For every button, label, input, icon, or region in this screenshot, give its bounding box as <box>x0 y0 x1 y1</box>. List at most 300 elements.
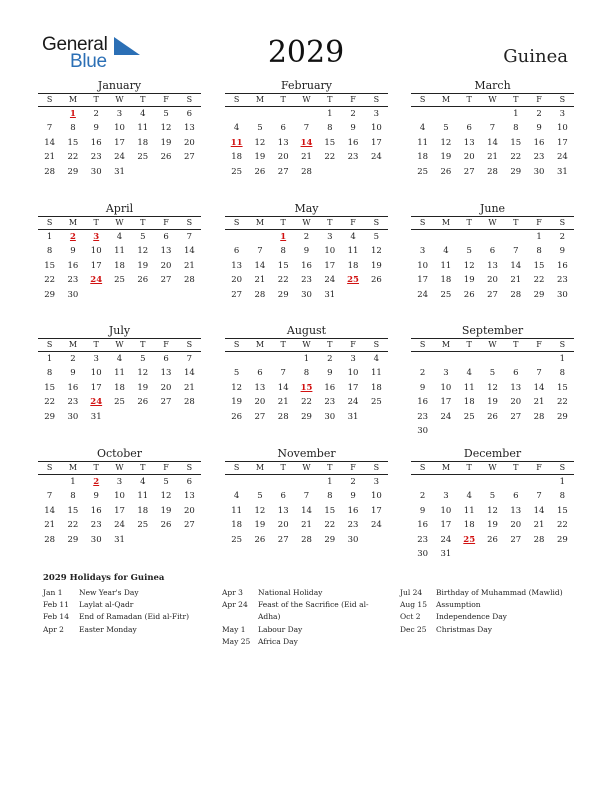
day-cell: 2 <box>536 109 542 119</box>
day-cell: 26 <box>160 520 172 531</box>
day-cell: 24 <box>440 534 452 545</box>
empty-cell <box>411 475 434 489</box>
weekday-label: T <box>140 340 146 349</box>
day-cell: 17 <box>324 260 336 271</box>
day-cell: 27 <box>277 534 289 545</box>
day-cell: 6 <box>163 232 169 242</box>
holiday-day-cell: 3 <box>93 232 100 242</box>
day-cell: 27 <box>231 289 243 300</box>
empty-cell <box>434 352 457 366</box>
weekday-label: F <box>163 463 169 472</box>
logo-text-blue: Blue <box>70 51 107 72</box>
weekday-label: T <box>327 463 333 472</box>
day-cell: 21 <box>183 382 195 393</box>
day-cell: 28 <box>44 166 56 177</box>
day-cell: 9 <box>93 123 99 134</box>
day-cell: 29 <box>44 411 56 422</box>
day-cell: 24 <box>114 520 125 531</box>
month-november <box>225 447 388 547</box>
day-cell: 14 <box>277 382 289 393</box>
day-cell: 26 <box>487 534 498 545</box>
day-cell: 27 <box>487 289 498 300</box>
holiday-day-cell: 25 <box>463 534 476 545</box>
day-cell: 26 <box>254 166 266 177</box>
day-cell: 15 <box>556 382 568 393</box>
empty-cell <box>434 107 457 121</box>
weekday-label: S <box>233 95 240 104</box>
day-cell: 21 <box>44 520 56 531</box>
month-name: January <box>97 79 142 92</box>
day-cell: 21 <box>277 397 289 408</box>
holiday-date: Dec 25 <box>400 624 427 634</box>
day-grid <box>225 230 388 302</box>
day-cell: 19 <box>137 382 149 393</box>
weekday-label: T <box>466 340 472 349</box>
day-cell: 16 <box>67 260 79 271</box>
day-cell: 7 <box>303 123 310 134</box>
weekday-label: F <box>350 95 356 104</box>
day-cell: 20 <box>254 397 266 408</box>
weekday-label: S <box>46 463 53 472</box>
day-cell: 15 <box>556 505 568 516</box>
holiday-day-cell: 24 <box>90 275 103 286</box>
empty-cell <box>527 352 550 366</box>
day-cell: 27 <box>160 275 172 286</box>
day-cell: 29 <box>510 166 522 177</box>
holiday-name: Birthday of Muhammad (Mawlid) <box>436 588 563 597</box>
day-cell: 29 <box>301 411 312 422</box>
empty-cell <box>272 107 295 121</box>
day-cell: 23 <box>533 152 545 163</box>
day-cell: 18 <box>463 397 475 408</box>
holiday-date <box>222 611 258 623</box>
day-cell: 24 <box>370 152 382 163</box>
day-grid <box>38 475 201 547</box>
day-cell: 1 <box>559 354 566 364</box>
empty-cell <box>504 475 527 489</box>
day-cell: 17 <box>370 505 382 516</box>
empty-cell <box>225 475 248 489</box>
weekday-label: S <box>373 95 380 104</box>
day-cell: 22 <box>301 397 312 408</box>
day-cell: 12 <box>160 123 172 134</box>
day-cell: 6 <box>466 123 472 134</box>
day-grid <box>225 475 388 547</box>
day-cell: 22 <box>67 520 79 531</box>
day-cell: 14 <box>533 505 545 516</box>
day-cell: 19 <box>231 397 243 408</box>
weekday-label: F <box>536 340 542 349</box>
day-cell: 28 <box>533 411 545 422</box>
day-cell: 23 <box>347 152 359 163</box>
weekday-label: M <box>255 463 265 472</box>
day-cell: 11 <box>114 246 125 257</box>
holiday-name: Feast of the Sacrifice (Eid al- <box>258 600 369 610</box>
day-cell: 26 <box>463 289 475 300</box>
day-cell: 3 <box>373 109 380 119</box>
day-cell: 9 <box>559 246 566 257</box>
weekday-label: S <box>186 340 193 349</box>
weekday-label: T <box>280 218 286 227</box>
day-cell: 9 <box>70 368 76 379</box>
day-cell: 20 <box>277 520 289 531</box>
day-cell: 12 <box>440 137 452 148</box>
empty-cell <box>458 230 481 244</box>
day-cell: 14 <box>183 246 195 257</box>
day-cell: 30 <box>417 425 429 436</box>
day-cell: 23 <box>67 275 79 286</box>
day-cell: 3 <box>350 354 356 364</box>
day-cell: 12 <box>231 382 243 393</box>
holiday-date: Apr 3 <box>222 588 243 597</box>
day-cell: 2 <box>350 109 356 119</box>
month-name: April <box>105 202 134 215</box>
holiday-name: Adha) <box>258 612 281 622</box>
day-cell: 7 <box>46 123 53 134</box>
month-name: May <box>294 202 319 215</box>
day-cell: 6 <box>257 368 263 379</box>
holiday-day-cell: 25 <box>347 275 359 286</box>
day-cell: 26 <box>254 534 266 545</box>
day-cell: 15 <box>510 137 522 148</box>
day-cell: 6 <box>489 246 496 257</box>
weekday-label: T <box>327 95 333 104</box>
day-cell: 28 <box>487 166 498 177</box>
day-cell: 17 <box>347 382 359 393</box>
day-cell: 16 <box>417 520 429 531</box>
day-cell: 10 <box>440 505 452 516</box>
empty-cell <box>504 230 527 244</box>
month-january <box>38 79 201 179</box>
day-cell: 23 <box>324 397 336 408</box>
day-cell: 13 <box>254 382 266 393</box>
day-cell: 7 <box>46 491 53 502</box>
weekday-label: T <box>513 463 519 472</box>
day-cell: 12 <box>370 246 382 257</box>
empty-cell <box>481 230 504 244</box>
day-cell: 18 <box>463 520 475 531</box>
holiday-row <box>400 624 580 636</box>
month-july <box>38 324 201 424</box>
holiday-name: Laylat al-Qadr <box>79 600 134 610</box>
day-cell: 1 <box>327 477 333 487</box>
day-cell: 5 <box>443 123 449 134</box>
weekday-label: W <box>488 340 497 349</box>
holiday-row <box>400 599 580 611</box>
day-cell: 1 <box>559 477 566 487</box>
weekday-label: S <box>419 463 426 472</box>
weekday-label: T <box>327 218 333 227</box>
holiday-date: Jul 24 <box>400 588 423 597</box>
weekday-label: F <box>536 218 542 227</box>
day-cell: 18 <box>231 152 243 163</box>
day-grid <box>38 352 201 424</box>
weekday-header <box>38 461 201 475</box>
day-cell: 29 <box>556 534 568 545</box>
day-cell: 23 <box>347 520 359 531</box>
day-cell: 24 <box>324 275 336 286</box>
weekday-header <box>411 338 574 352</box>
day-cell: 19 <box>463 275 475 286</box>
day-cell: 1 <box>536 232 542 242</box>
day-cell: 31 <box>347 411 359 422</box>
month-name: June <box>479 202 506 215</box>
day-cell: 29 <box>533 289 545 300</box>
day-cell: 17 <box>417 275 429 286</box>
day-cell: 13 <box>463 137 475 148</box>
weekday-header <box>411 216 574 230</box>
day-cell: 3 <box>327 232 333 242</box>
weekday-label: S <box>373 218 380 227</box>
day-cell: 26 <box>487 411 498 422</box>
day-cell: 23 <box>417 411 429 422</box>
day-cell: 31 <box>114 534 125 545</box>
day-cell: 13 <box>277 505 289 516</box>
day-cell: 26 <box>370 275 382 286</box>
day-cell: 4 <box>373 354 380 364</box>
empty-cell <box>458 475 481 489</box>
day-cell: 18 <box>137 137 149 148</box>
day-cell: 5 <box>140 232 146 242</box>
day-cell: 15 <box>67 137 79 148</box>
day-cell: 30 <box>301 289 312 300</box>
month-name: March <box>474 79 511 92</box>
day-cell: 21 <box>301 520 312 531</box>
holiday-date: Aug 15 <box>400 600 427 610</box>
day-cell: 2 <box>559 232 566 242</box>
day-cell: 11 <box>137 123 149 134</box>
day-cell: 28 <box>277 411 289 422</box>
holiday-day-cell: 1 <box>280 232 287 242</box>
day-cell: 4 <box>140 477 146 487</box>
day-cell: 19 <box>487 520 498 531</box>
day-cell: 8 <box>70 491 76 502</box>
day-cell: 12 <box>487 382 498 393</box>
weekday-label: F <box>163 218 169 227</box>
month-february <box>225 79 388 179</box>
day-cell: 27 <box>183 152 195 163</box>
day-cell: 16 <box>301 260 312 271</box>
day-cell: 1 <box>46 354 53 364</box>
day-cell: 29 <box>556 411 568 422</box>
day-cell: 14 <box>301 505 312 516</box>
empty-cell <box>434 230 457 244</box>
day-cell: 19 <box>440 152 452 163</box>
empty-cell <box>481 352 504 366</box>
day-cell: 28 <box>183 275 195 286</box>
day-cell: 14 <box>183 368 195 379</box>
empty-cell <box>248 475 271 489</box>
holidays-title: 2029 Holidays for Guinea <box>43 573 165 583</box>
day-cell: 28 <box>533 534 545 545</box>
day-cell: 9 <box>419 382 426 393</box>
holiday-date: Oct 2 <box>400 612 421 622</box>
holiday-date: Feb 11 <box>43 600 69 610</box>
weekday-label: W <box>115 340 124 349</box>
holiday-name: Easter Monday <box>79 624 137 634</box>
day-cell: 6 <box>186 477 193 487</box>
day-cell: 14 <box>44 137 56 148</box>
month-name: October <box>96 447 143 460</box>
month-april <box>38 202 201 302</box>
day-cell: 23 <box>67 397 79 408</box>
holiday-row <box>222 599 382 611</box>
day-cell: 13 <box>160 246 172 257</box>
day-cell: 3 <box>443 491 449 502</box>
day-cell: 10 <box>347 368 359 379</box>
month-september <box>411 324 574 438</box>
holiday-day-cell: 11 <box>230 137 243 148</box>
holiday-name: Assumption <box>436 600 481 610</box>
day-cell: 22 <box>556 520 568 531</box>
day-cell: 1 <box>303 354 310 364</box>
day-cell: 13 <box>510 505 522 516</box>
day-cell: 21 <box>533 520 545 531</box>
day-cell: 20 <box>510 397 522 408</box>
weekday-label: S <box>419 95 426 104</box>
weekday-label: S <box>233 218 240 227</box>
holiday-day-cell: 24 <box>90 397 103 408</box>
day-cell: 7 <box>536 368 542 379</box>
weekday-label: T <box>513 218 519 227</box>
day-cell: 26 <box>137 397 149 408</box>
day-cell: 21 <box>487 152 498 163</box>
day-cell: 5 <box>373 232 380 242</box>
day-cell: 17 <box>440 520 452 531</box>
empty-cell <box>295 475 318 489</box>
weekday-label: T <box>93 463 99 472</box>
day-cell: 13 <box>231 260 243 271</box>
day-cell: 21 <box>183 260 195 271</box>
empty-cell <box>38 475 61 489</box>
day-cell: 22 <box>324 152 336 163</box>
day-cell: 28 <box>254 289 266 300</box>
weekday-header <box>411 461 574 475</box>
weekday-header <box>38 93 201 107</box>
day-cell: 27 <box>183 520 195 531</box>
day-cell: 13 <box>183 491 195 502</box>
weekday-label: W <box>488 463 497 472</box>
day-cell: 16 <box>90 137 102 148</box>
day-cell: 27 <box>277 166 289 177</box>
day-cell: 19 <box>160 137 172 148</box>
holiday-name: Africa Day <box>258 636 298 646</box>
day-cell: 4 <box>466 368 472 379</box>
day-cell: 20 <box>231 275 243 286</box>
day-cell: 8 <box>327 491 333 502</box>
weekday-label: W <box>115 463 124 472</box>
day-cell: 30 <box>90 166 102 177</box>
weekday-label: T <box>466 95 472 104</box>
weekday-label: M <box>441 95 451 104</box>
day-cell: 25 <box>137 152 149 163</box>
day-cell: 23 <box>417 534 429 545</box>
day-cell: 5 <box>140 354 146 364</box>
day-grid <box>411 352 574 438</box>
weekday-label: F <box>350 463 356 472</box>
empty-cell <box>411 230 434 244</box>
holiday-column-2 <box>222 587 382 648</box>
day-cell: 9 <box>536 123 542 134</box>
empty-cell <box>458 107 481 121</box>
month-name: February <box>281 79 332 92</box>
day-cell: 5 <box>163 477 169 487</box>
day-cell: 19 <box>254 520 266 531</box>
day-cell: 5 <box>163 109 169 119</box>
day-cell: 31 <box>90 411 102 422</box>
weekday-label: T <box>140 218 146 227</box>
holiday-name: National Holiday <box>258 588 323 597</box>
day-cell: 26 <box>231 411 243 422</box>
day-cell: 8 <box>46 246 53 257</box>
weekday-label: T <box>140 95 146 104</box>
day-cell: 25 <box>440 289 452 300</box>
holiday-date: Apr 24 <box>222 600 248 610</box>
month-june <box>411 202 574 302</box>
day-cell: 9 <box>303 246 310 257</box>
day-cell: 30 <box>347 534 359 545</box>
weekday-label: F <box>163 340 169 349</box>
day-cell: 31 <box>114 166 125 177</box>
empty-cell <box>225 352 248 366</box>
day-cell: 18 <box>347 260 359 271</box>
holiday-row <box>400 587 580 599</box>
day-cell: 16 <box>533 137 545 148</box>
day-cell: 10 <box>370 491 382 502</box>
day-cell: 22 <box>44 275 56 286</box>
weekday-label: S <box>233 463 240 472</box>
day-cell: 8 <box>280 246 286 257</box>
day-cell: 18 <box>231 520 243 531</box>
day-cell: 30 <box>67 411 79 422</box>
day-cell: 25 <box>231 166 243 177</box>
day-cell: 19 <box>487 397 498 408</box>
day-cell: 7 <box>257 246 263 257</box>
empty-cell <box>504 352 527 366</box>
weekday-label: S <box>186 95 193 104</box>
day-cell: 9 <box>350 491 356 502</box>
day-cell: 5 <box>466 246 472 257</box>
day-cell: 8 <box>327 123 333 134</box>
day-cell: 28 <box>301 166 312 177</box>
weekday-label: S <box>373 463 380 472</box>
day-cell: 4 <box>233 123 240 134</box>
weekday-label: S <box>559 218 566 227</box>
day-cell: 24 <box>114 152 125 163</box>
day-cell: 14 <box>487 137 498 148</box>
day-cell: 10 <box>556 123 568 134</box>
weekday-label: F <box>350 340 356 349</box>
weekday-label: W <box>302 218 311 227</box>
day-cell: 20 <box>463 152 475 163</box>
month-name: July <box>108 324 131 337</box>
day-cell: 22 <box>277 275 289 286</box>
weekday-label: S <box>373 340 380 349</box>
day-cell: 3 <box>116 477 123 487</box>
day-cell: 18 <box>370 382 382 393</box>
day-cell: 27 <box>510 411 522 422</box>
day-cell: 6 <box>163 354 169 364</box>
day-cell: 14 <box>44 505 56 516</box>
day-cell: 23 <box>90 520 102 531</box>
day-grid <box>225 352 388 424</box>
day-cell: 7 <box>513 246 519 257</box>
day-cell: 13 <box>487 260 498 271</box>
day-cell: 28 <box>301 534 312 545</box>
holiday-row <box>43 587 213 599</box>
day-cell: 15 <box>533 260 545 271</box>
holiday-day-cell: 15 <box>300 382 313 393</box>
